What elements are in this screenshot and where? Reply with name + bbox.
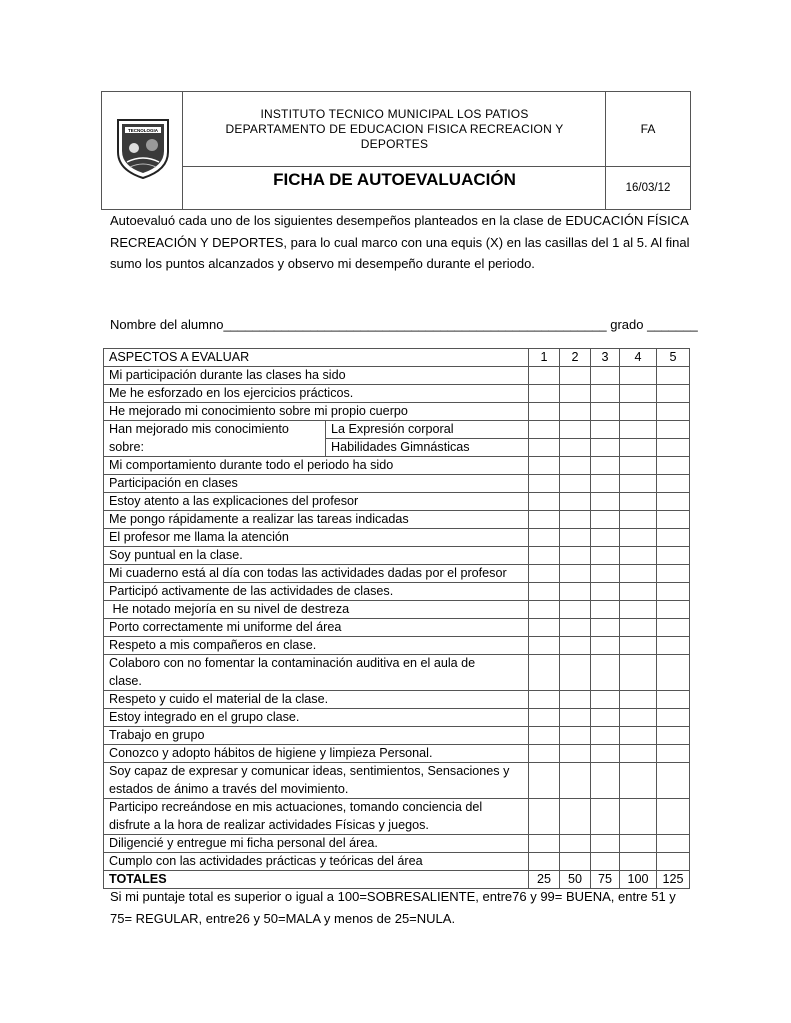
score-cell[interactable] [657,835,690,853]
score-cell[interactable] [657,763,690,799]
table-row [104,619,690,637]
score-cell[interactable] [529,565,560,583]
aspect-label: He notado mejoría en su nivel de destreza [104,601,529,619]
score-cell[interactable] [560,853,591,871]
aspect-label [104,763,529,799]
score-cell[interactable] [560,457,591,475]
instructions-line: sumo los puntos alcanzados y observo mi desempeño durante el periodo. [110,256,535,271]
table-row [104,421,690,439]
score-cell[interactable] [560,403,591,421]
score-cell[interactable] [560,709,591,727]
aspect-label [104,655,529,691]
table-row [104,853,690,871]
scoring-legend-line: Si mi puntaje total es superior o igual a 100=SOBRESALIENTE, entre76 y 99= BUENA, entre 51 y [110,889,676,904]
score-cell[interactable] [591,547,620,565]
score-cell[interactable] [529,727,560,745]
score-cell[interactable] [560,799,591,835]
score-cell[interactable] [529,763,560,799]
score-cell[interactable] [591,385,620,403]
form-code: FA [640,122,656,136]
table-row [104,493,690,511]
table-row [104,385,690,403]
aspect-label-line: sobre: [109,439,145,454]
total-value: 50 [560,871,591,889]
aspect-label: Estoy atento a las explicaciones del profesor [104,493,529,511]
score-header: 4 [620,349,657,367]
aspect-label: Mi cuaderno está al día con todas las actividades dadas por el profesor [104,565,529,583]
aspect-option: La Expresión corporal [326,421,529,439]
table-row [104,367,690,385]
institution-line: DEPARTAMENTO DE EDUCACION FISICA RECREACION Y [225,122,564,136]
table-row [104,403,690,421]
score-cell[interactable] [657,799,690,835]
score-cell[interactable] [529,583,560,601]
score-cell[interactable] [620,655,657,691]
score-cell[interactable] [591,367,620,385]
table-row [104,709,690,727]
score-cell[interactable] [591,709,620,727]
table-row [104,727,690,745]
table-row [104,655,690,691]
score-cell[interactable] [591,763,620,799]
institution-name [184,107,605,152]
scoring-legend [110,886,676,930]
aspect-label-line: Colaboro con no fomentar la contaminación auditiva en el aula de [109,656,476,670]
score-cell[interactable] [657,637,690,655]
instructions-line: RECREACIÓN Y DEPORTES, para lo cual marco con una equis (X) en las casillas del 1 al 5. Al final [110,234,690,250]
total-value: 25 [529,871,560,889]
score-cell[interactable] [620,583,657,601]
score-cell[interactable] [620,367,657,385]
score-cell[interactable] [560,475,591,493]
score-header: 3 [591,349,620,367]
score-cell[interactable] [620,385,657,403]
score-cell[interactable] [529,637,560,655]
table-row [104,565,690,583]
totals-label: TOTALES [104,871,529,889]
score-cell[interactable] [657,727,690,745]
score-cell[interactable] [591,853,620,871]
score-cell[interactable] [560,385,591,403]
logo-text: TECNOLOGIA [128,128,158,133]
aspect-label: He mejorado mi conocimiento sobre mi propio cuerpo [104,403,529,421]
table-row [104,745,690,763]
score-cell[interactable] [657,601,690,619]
score-cell[interactable] [529,439,560,457]
aspect-label: Conozco y adopto hábitos de higiene y limpieza Personal. [104,745,529,763]
aspect-label-line: Soy capaz de expresar y comunicar ideas, sentimientos, Sensaciones y [109,764,510,778]
score-cell[interactable] [620,637,657,655]
table-header-row [104,349,690,367]
aspect-label: Cumplo con las actividades prácticas y teóricas del área [104,853,529,871]
aspect-label: Mi participación durante las clases ha sido [104,367,529,385]
score-cell[interactable] [657,691,690,709]
instructions-line: Autoevaluó cada uno de los siguientes desempeños planteados en la clase de EDUCACIÓN FÍSICA [110,213,689,228]
score-cell[interactable] [529,403,560,421]
aspect-label-line: Participo recreándose en mis actuaciones, tomando conciencia del [109,800,483,814]
score-cell[interactable] [620,457,657,475]
score-cell[interactable] [620,403,657,421]
score-cell[interactable] [529,619,560,637]
score-cell[interactable] [657,709,690,727]
aspect-option: Habilidades Gimnásticas [326,439,529,457]
score-cell[interactable] [620,493,657,511]
score-cell[interactable] [620,421,657,439]
aspect-label: Me he esforzado en los ejercicios prácticos. [104,385,529,403]
score-cell[interactable] [620,547,657,565]
score-cell[interactable] [591,619,620,637]
table-row [104,511,690,529]
evaluation-table [103,348,690,889]
score-cell[interactable] [591,637,620,655]
aspect-label: El profesor me llama la atención [104,529,529,547]
school-crest-logo [116,118,170,180]
aspect-label: Soy puntual en la clase. [104,547,529,565]
score-cell[interactable] [560,637,591,655]
score-cell[interactable] [657,547,690,565]
score-cell[interactable] [529,691,560,709]
score-cell[interactable] [657,367,690,385]
aspects-header: ASPECTOS A EVALUAR [104,349,529,367]
header-divider [182,92,183,209]
total-value: 125 [657,871,690,889]
score-cell[interactable] [529,475,560,493]
score-cell[interactable] [657,457,690,475]
score-cell[interactable] [560,421,591,439]
score-cell[interactable] [657,439,690,457]
score-cell[interactable] [529,457,560,475]
score-cell[interactable] [657,655,690,691]
score-cell[interactable] [620,709,657,727]
score-cell[interactable] [529,835,560,853]
score-cell[interactable] [560,439,591,457]
score-cell[interactable] [657,619,690,637]
institution-line: DEPORTES [360,137,429,151]
score-cell[interactable] [560,835,591,853]
table-row [104,583,690,601]
table-row [104,835,690,853]
table-row [104,691,690,709]
form-title: FICHA DE AUTOEVALUACIÓN [273,170,516,189]
score-cell[interactable] [529,601,560,619]
score-cell[interactable] [657,583,690,601]
table-row [104,529,690,547]
score-cell[interactable] [591,583,620,601]
aspect-label: Participación en clases [104,475,529,493]
score-cell[interactable] [657,745,690,763]
score-cell[interactable] [591,475,620,493]
score-cell[interactable] [529,709,560,727]
score-cell[interactable] [591,421,620,439]
aspect-label [104,799,529,835]
score-cell[interactable] [560,493,591,511]
score-header: 5 [657,349,690,367]
document-header [101,91,691,210]
score-cell[interactable] [560,763,591,799]
score-cell[interactable] [591,799,620,835]
score-cell[interactable] [529,385,560,403]
score-cell[interactable] [591,439,620,457]
score-cell[interactable] [560,547,591,565]
score-cell[interactable] [591,601,620,619]
table-row [104,637,690,655]
table-row [104,457,690,475]
score-cell[interactable] [591,745,620,763]
score-cell[interactable] [591,403,620,421]
score-cell[interactable] [591,727,620,745]
score-cell[interactable] [657,403,690,421]
institution-line: INSTITUTO TECNICO MUNICIPAL LOS PATIOS [260,107,529,121]
score-cell[interactable] [657,421,690,439]
score-cell[interactable] [620,727,657,745]
aspect-label: Diligencié y entregue mi ficha personal del área. [104,835,529,853]
score-cell[interactable] [591,511,620,529]
aspect-label: Respeto y cuido el material de la clase. [104,691,529,709]
score-cell[interactable] [620,601,657,619]
table-row [104,763,690,799]
score-cell[interactable] [620,835,657,853]
score-cell[interactable] [529,421,560,439]
score-cell[interactable] [560,619,591,637]
score-header: 1 [529,349,560,367]
score-cell[interactable] [591,835,620,853]
score-cell[interactable] [560,745,591,763]
score-header: 2 [560,349,591,367]
score-cell[interactable] [529,799,560,835]
scoring-legend-line: 75= REGULAR, entre26 y 50=MALA y menos de 25=NULA. [110,911,456,926]
score-cell[interactable] [657,565,690,583]
score-cell[interactable] [620,745,657,763]
score-cell[interactable] [591,655,620,691]
score-cell[interactable] [657,493,690,511]
table-row [104,601,690,619]
score-cell[interactable] [560,565,591,583]
score-cell[interactable] [620,763,657,799]
score-cell[interactable] [529,367,560,385]
score-cell[interactable] [657,529,690,547]
aspect-label: Trabajo en grupo [104,727,529,745]
score-cell[interactable] [620,475,657,493]
score-cell[interactable] [591,565,620,583]
score-cell[interactable] [591,529,620,547]
score-cell[interactable] [529,529,560,547]
score-cell[interactable] [560,601,591,619]
score-cell[interactable] [560,367,591,385]
total-value: 100 [620,871,657,889]
form-date: 16/03/12 [625,182,671,194]
aspect-label-line: clase. [109,673,142,688]
score-cell[interactable] [620,691,657,709]
score-cell[interactable] [591,493,620,511]
score-cell[interactable] [657,511,690,529]
score-cell[interactable] [560,727,591,745]
score-cell[interactable] [657,475,690,493]
aspect-label: Respeto a mis compañeros en clase. [104,637,529,655]
score-cell[interactable] [657,853,690,871]
aspect-label-line: Han mejorado mis conocimiento [109,422,289,436]
score-cell[interactable] [529,853,560,871]
score-cell[interactable] [560,655,591,691]
student-name-grade-field[interactable]: Nombre del alumno_____________________________________________________ grado _______ [110,317,698,332]
table-row [104,799,690,835]
total-value: 75 [591,871,620,889]
score-cell[interactable] [560,691,591,709]
score-cell[interactable] [591,691,620,709]
score-cell[interactable] [620,853,657,871]
header-divider [183,166,690,167]
instructions-paragraph [110,210,690,275]
score-cell[interactable] [529,547,560,565]
aspect-label: Participó activamente de las actividades de clases. [104,583,529,601]
aspect-label: Porto correctamente mi uniforme del área [104,619,529,637]
aspect-label-line: disfrute a la hora de realizar actividades Físicas y juegos. [109,817,429,832]
score-cell[interactable] [529,655,560,691]
aspect-label: Mi comportamiento durante todo el periodo ha sido [104,457,529,475]
table-row [104,475,690,493]
table-row [104,547,690,565]
score-cell[interactable] [620,439,657,457]
score-cell[interactable] [657,385,690,403]
aspect-label: Me pongo rápidamente a realizar las tareas indicadas [104,511,529,529]
score-cell[interactable] [529,493,560,511]
aspect-label-line: estados de ánimo a través del movimiento. [109,781,349,796]
score-cell[interactable] [529,745,560,763]
score-cell[interactable] [620,511,657,529]
score-cell[interactable] [560,511,591,529]
aspect-label: Estoy integrado en el grupo clase. [104,709,529,727]
score-cell[interactable] [620,529,657,547]
score-cell[interactable] [620,565,657,583]
aspect-label [104,421,326,457]
score-cell[interactable] [560,583,591,601]
score-cell[interactable] [591,457,620,475]
score-cell[interactable] [620,799,657,835]
score-cell[interactable] [560,529,591,547]
score-cell[interactable] [620,619,657,637]
score-cell[interactable] [529,511,560,529]
